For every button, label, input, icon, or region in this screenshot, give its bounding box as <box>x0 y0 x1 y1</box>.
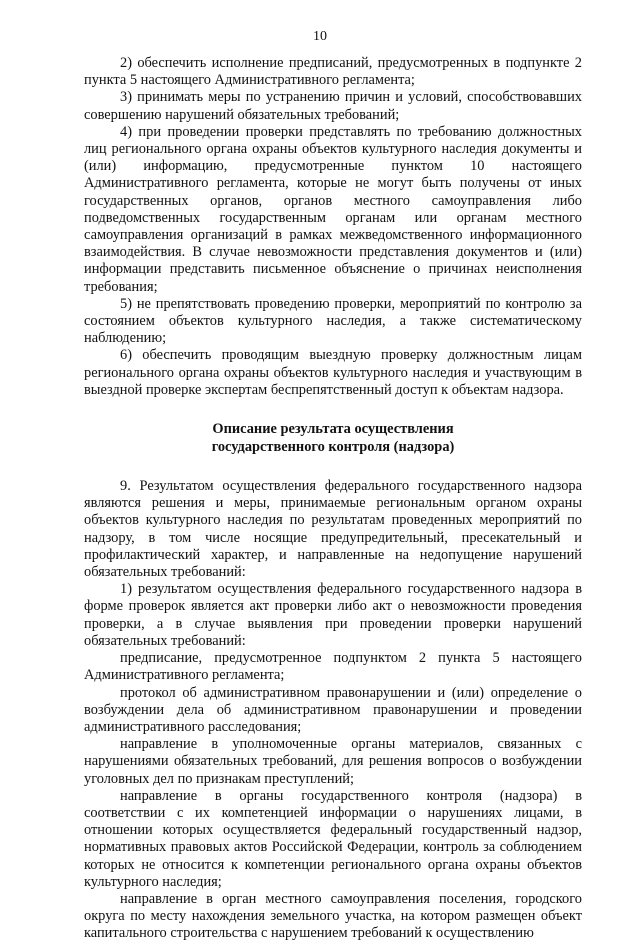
paragraph-obligation-4: 4) при проведении проверки представлять по требованию должностных лиц регионального органа охраны объектов культурного наследия документы и (или) информацию, предусмотренные пунктом 10 настоящего Административного регламента, которые не могут быть получены от иных государственных органов, органов местного самоуправления либо подведомственных государственным органам или органам местного самоуправления организаций в рамках межведомственного информационного взаимодействия. В случае невозможности представления документов и (или) информации представить письменное объяснение о причинах неисполнения требования; <box>84 123 582 295</box>
section-heading <box>84 421 582 456</box>
paragraph-obligation-2: 2) обеспечить исполнение предписаний, предусмотренных в подпункте 2 пункта 5 настоящего Административного регламента; <box>84 55 582 89</box>
section-heading-line-2: государственного контроля (надзора) <box>211 438 455 455</box>
paragraph-prescription: предписание, предусмотренное подпунктом 2 пункта 5 настоящего Административного регламента; <box>84 650 582 684</box>
paragraph-referral-local-government: направление в орган местного самоуправления поселения, городского округа по месту нахождения земельного участка, на котором размещен объект капитального строительства с нарушением требований к осуществлению <box>84 890 582 942</box>
paragraph-referral-control-bodies: направление в органы государственного контроля (надзора) в соответствии с их компетенцией информации о нарушениях лицами, в отношении которых осуществляется федеральный государственный надзор, нормативных правовых актов Российской Федерации, контроль за соблюдением которых не относится к компетенции регионального органа охраны объектов культурного наследия; <box>84 787 582 890</box>
paragraph-item-9: 9. Результатом осуществления федерального государственного надзора являются решения и меры, принимаемые региональным органом охраны объектов культурного наследия по результатам проведенных мероприятий по надзору, в том числе носящие предупредительный, пресекательный и профилактический характер, и направленные на недопущение нарушений обязательных требований: <box>84 478 582 581</box>
document-body <box>84 55 582 943</box>
paragraph-protocol: протокол об административном правонарушении и (или) определение о возбуждении дела об административном правонарушении и проведении административного расследования; <box>84 684 582 735</box>
paragraph-obligation-3: 3) принимать меры по устранению причин и условий, способствовавших совершению нарушений обязательных требований; <box>84 89 582 123</box>
paragraph-subitem-1: 1) результатом осуществления федерального государственного надзора в форме проверок является акт проверки либо акт о невозможности проведения проверки, а в случае выявления при проведении проверки нарушений обязательных требований: <box>84 581 582 649</box>
paragraph-obligation-6: 6) обеспечить проводящим выездную проверку должностным лицам регионального органа охраны объектов культурного наследия и участвующим в выездной проверке экспертам беспрепятственный доступ к объектам надзора. <box>84 347 582 398</box>
paragraph-referral-authorities: направление в уполномоченные органы материалов, связанных с нарушениями обязательных требований, для решения вопросов о возбуждении уголовных дел по признакам преступлений; <box>84 736 582 787</box>
section-heading-line-1: Описание результата осуществления <box>212 421 454 438</box>
paragraph-obligation-5: 5) не препятствовать проведению проверки, мероприятий по контролю за состоянием объектов культурного наследия, а также систематическому наблюдению; <box>84 295 582 347</box>
page-number: 10 <box>313 29 327 44</box>
